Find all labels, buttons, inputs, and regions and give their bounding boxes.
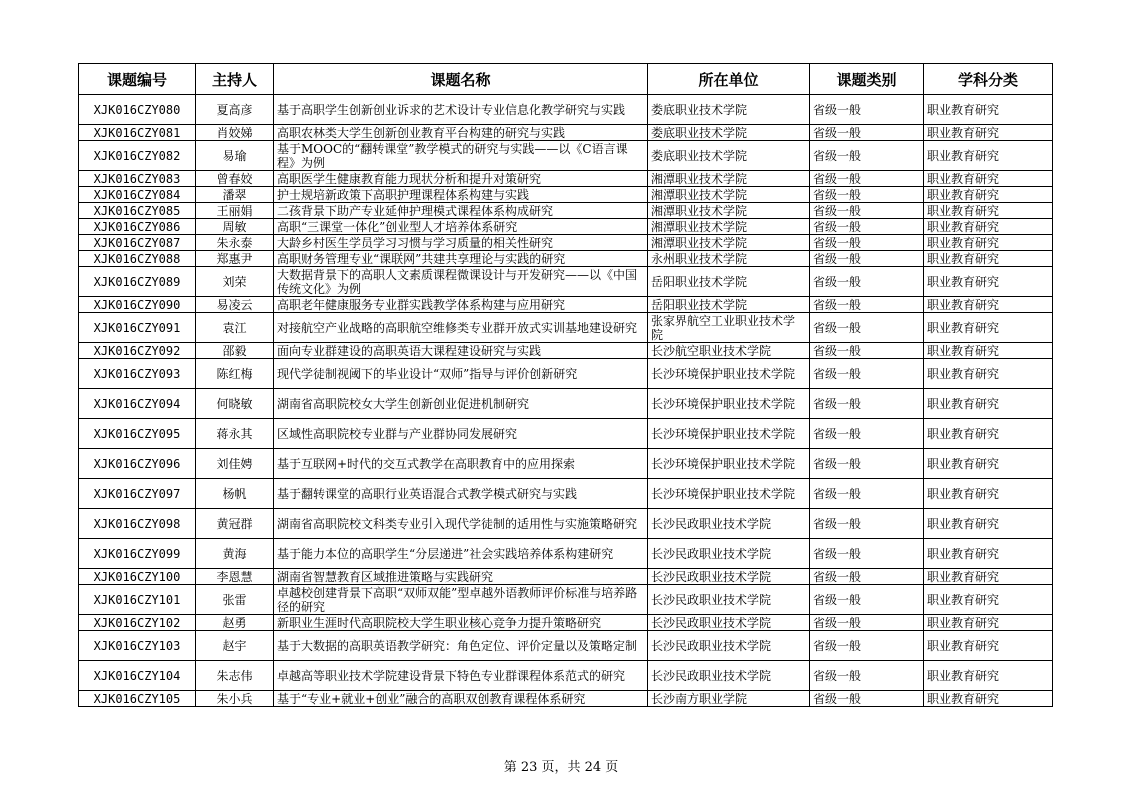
unit-cell: 长沙南方职业学院 [648, 691, 810, 707]
header-subject: 学科分类 [924, 64, 1053, 95]
unit-cell: 湘潭职业技术学院 [648, 187, 810, 203]
project-title-cell: 高职财务管理专业“课联网”共建共享理论与实践的研究 [274, 251, 648, 267]
category-cell: 省级一般 [810, 449, 924, 479]
table-row [79, 251, 1053, 267]
unit-cell: 岳阳职业技术学院 [648, 267, 810, 297]
table-row [79, 479, 1053, 509]
category-cell: 省级一般 [810, 569, 924, 585]
table-row [79, 615, 1053, 631]
unit-cell: 长沙环境保护职业技术学院 [648, 419, 810, 449]
project-title-cell: 护士规培新政策下高职护理课程体系构建与实践 [274, 187, 648, 203]
category-cell: 省级一般 [810, 125, 924, 141]
unit-cell: 岳阳职业技术学院 [648, 297, 810, 313]
table-row [79, 141, 1053, 171]
table-row [79, 631, 1053, 661]
subject-cell: 职业教育研究 [924, 297, 1053, 313]
category-cell: 省级一般 [810, 389, 924, 419]
table-row [79, 419, 1053, 449]
unit-cell: 长沙民政职业技术学院 [648, 615, 810, 631]
table-row [79, 187, 1053, 203]
category-cell: 省级一般 [810, 251, 924, 267]
header-category: 课题类别 [810, 64, 924, 95]
category-cell: 省级一般 [810, 585, 924, 615]
project-title-cell: 基于高职学生创新创业诉求的艺术设计专业信息化教学研究与实践 [274, 95, 648, 125]
category-cell: 省级一般 [810, 235, 924, 251]
unit-cell: 长沙民政职业技术学院 [648, 585, 810, 615]
subject-cell: 职业教育研究 [924, 509, 1053, 539]
subject-cell: 职业教育研究 [924, 585, 1053, 615]
subject-cell: 职业教育研究 [924, 449, 1053, 479]
project-title-cell: 基于互联网+时代的交互式教学在高职教育中的应用探索 [274, 449, 648, 479]
unit-cell: 娄底职业技术学院 [648, 141, 810, 171]
subject-cell: 职业教育研究 [924, 141, 1053, 171]
project-title-cell: 新职业生涯时代高职院校大学生职业核心竞争力提升策略研究 [274, 615, 648, 631]
project-id-cell: XJK016CZY086 [79, 219, 196, 235]
project-title-cell: 现代学徒制视阈下的毕业设计“双师”指导与评价创新研究 [274, 359, 648, 389]
category-cell: 省级一般 [810, 615, 924, 631]
table-row [79, 449, 1053, 479]
unit-cell: 娄底职业技术学院 [648, 125, 810, 141]
project-title-cell: 二孩背景下助产专业延伸护理模式课程体系构成研究 [274, 203, 648, 219]
project-id-cell: XJK016CZY083 [79, 171, 196, 187]
subject-cell: 职业教育研究 [924, 343, 1053, 359]
subject-cell: 职业教育研究 [924, 661, 1053, 691]
project-id-cell: XJK016CZY102 [79, 615, 196, 631]
subject-cell: 职业教育研究 [924, 219, 1053, 235]
table-header-row [79, 64, 1053, 95]
project-title-cell: 高职老年健康服务专业群实践教学体系构建与应用研究 [274, 297, 648, 313]
subject-cell: 职业教育研究 [924, 631, 1053, 661]
subject-cell: 职业教育研究 [924, 359, 1053, 389]
table-row [79, 297, 1053, 313]
unit-cell: 长沙环境保护职业技术学院 [648, 389, 810, 419]
unit-cell: 湘潭职业技术学院 [648, 219, 810, 235]
host-cell: 潘翠 [196, 187, 274, 203]
category-cell: 省级一般 [810, 313, 924, 343]
category-cell: 省级一般 [810, 187, 924, 203]
project-id-cell: XJK016CZY085 [79, 203, 196, 219]
unit-cell: 湘潭职业技术学院 [648, 171, 810, 187]
unit-cell: 长沙环境保护职业技术学院 [648, 449, 810, 479]
project-title-cell: 对接航空产业战略的高职航空维修类专业群开放式实训基地建设研究 [274, 313, 648, 343]
category-cell: 省级一般 [810, 661, 924, 691]
project-id-cell: XJK016CZY090 [79, 297, 196, 313]
category-cell: 省级一般 [810, 419, 924, 449]
project-id-cell: XJK016CZY081 [79, 125, 196, 141]
subject-cell: 职业教育研究 [924, 615, 1053, 631]
project-id-cell: XJK016CZY096 [79, 449, 196, 479]
project-title-cell: 基于MOOC的“翻转课堂”教学模式的研究与实践——以《C语言课程》为例 [274, 141, 648, 171]
unit-cell: 长沙民政职业技术学院 [648, 569, 810, 585]
host-cell: 何晓敏 [196, 389, 274, 419]
project-title-cell: 区域性高职院校专业群与产业群协同发展研究 [274, 419, 648, 449]
project-id-cell: XJK016CZY095 [79, 419, 196, 449]
unit-cell: 长沙民政职业技术学院 [648, 509, 810, 539]
unit-cell: 湘潭职业技术学院 [648, 235, 810, 251]
host-cell: 邵毅 [196, 343, 274, 359]
project-title-cell: 湖南省智慧教育区域推进策略与实践研究 [274, 569, 648, 585]
project-id-cell: XJK016CZY105 [79, 691, 196, 707]
table-row [79, 509, 1053, 539]
host-cell: 黄海 [196, 539, 274, 569]
table-row [79, 359, 1053, 389]
header-project-title: 课题名称 [274, 64, 648, 95]
host-cell: 周敏 [196, 219, 274, 235]
table-row [79, 539, 1053, 569]
subject-cell: 职业教育研究 [924, 691, 1053, 707]
subject-cell: 职业教育研究 [924, 251, 1053, 267]
subject-cell: 职业教育研究 [924, 313, 1053, 343]
project-title-cell: 大龄乡村医生学员学习习惯与学习质量的相关性研究 [274, 235, 648, 251]
project-title-cell: 基于大数据的高职英语教学研究：角色定位、评价定量以及策略定制 [274, 631, 648, 661]
project-title-cell: 基于“专业+就业+创业”融合的高职双创教育课程体系研究 [274, 691, 648, 707]
category-cell: 省级一般 [810, 359, 924, 389]
subject-cell: 职业教育研究 [924, 187, 1053, 203]
project-table [78, 63, 1053, 707]
unit-cell: 长沙环境保护职业技术学院 [648, 359, 810, 389]
table-body [79, 95, 1053, 707]
table-row [79, 235, 1053, 251]
host-cell: 刘荣 [196, 267, 274, 297]
unit-cell: 永州职业技术学院 [648, 251, 810, 267]
host-cell: 黄冠群 [196, 509, 274, 539]
table-row [79, 569, 1053, 585]
subject-cell: 职业教育研究 [924, 125, 1053, 141]
project-id-cell: XJK016CZY094 [79, 389, 196, 419]
host-cell: 朱永泰 [196, 235, 274, 251]
category-cell: 省级一般 [810, 509, 924, 539]
table-row [79, 313, 1053, 343]
header-project-id: 课题编号 [79, 64, 196, 95]
table-row [79, 661, 1053, 691]
table-row [79, 171, 1053, 187]
host-cell: 朱小兵 [196, 691, 274, 707]
subject-cell: 职业教育研究 [924, 389, 1053, 419]
project-id-cell: XJK016CZY087 [79, 235, 196, 251]
header-host: 主持人 [196, 64, 274, 95]
unit-cell: 张家界航空工业职业技术学院 [648, 313, 810, 343]
project-title-cell: 高职医学生健康教育能力现状分析和提升对策研究 [274, 171, 648, 187]
host-cell: 王丽娟 [196, 203, 274, 219]
table-row [79, 219, 1053, 235]
host-cell: 肖姣娣 [196, 125, 274, 141]
category-cell: 省级一般 [810, 171, 924, 187]
category-cell: 省级一般 [810, 141, 924, 171]
table-row [79, 389, 1053, 419]
project-id-cell: XJK016CZY104 [79, 661, 196, 691]
project-title-cell: 基于翻转课堂的高职行业英语混合式教学模式研究与实践 [274, 479, 648, 509]
project-id-cell: XJK016CZY101 [79, 585, 196, 615]
category-cell: 省级一般 [810, 539, 924, 569]
host-cell: 郑惠尹 [196, 251, 274, 267]
header-unit: 所在单位 [648, 64, 810, 95]
category-cell: 省级一般 [810, 479, 924, 509]
project-id-cell: XJK016CZY084 [79, 187, 196, 203]
subject-cell: 职业教育研究 [924, 267, 1053, 297]
category-cell: 省级一般 [810, 343, 924, 359]
unit-cell: 长沙航空职业技术学院 [648, 343, 810, 359]
project-id-cell: XJK016CZY080 [79, 95, 196, 125]
project-title-cell: 卓越高等职业技术学院建设背景下特色专业群课程体系范式的研究 [274, 661, 648, 691]
project-title-cell: 卓越校创建背景下高职“双师双能”型卓越外语教师评价标准与培养路径的研究 [274, 585, 648, 615]
category-cell: 省级一般 [810, 203, 924, 219]
table-row [79, 203, 1053, 219]
project-id-cell: XJK016CZY091 [79, 313, 196, 343]
host-cell: 赵勇 [196, 615, 274, 631]
project-id-cell: XJK016CZY092 [79, 343, 196, 359]
project-title-cell: 面向专业群建设的高职英语大课程建设研究与实践 [274, 343, 648, 359]
subject-cell: 职业教育研究 [924, 539, 1053, 569]
category-cell: 省级一般 [810, 95, 924, 125]
host-cell: 夏高彦 [196, 95, 274, 125]
project-id-cell: XJK016CZY098 [79, 509, 196, 539]
project-title-cell: 湖南省高职院校女大学生创新创业促进机制研究 [274, 389, 648, 419]
host-cell: 易瑜 [196, 141, 274, 171]
category-cell: 省级一般 [810, 297, 924, 313]
unit-cell: 长沙环境保护职业技术学院 [648, 479, 810, 509]
subject-cell: 职业教育研究 [924, 95, 1053, 125]
category-cell: 省级一般 [810, 631, 924, 661]
project-id-cell: XJK016CZY089 [79, 267, 196, 297]
host-cell: 易凌云 [196, 297, 274, 313]
table-row [79, 267, 1053, 297]
category-cell: 省级一般 [810, 691, 924, 707]
subject-cell: 职业教育研究 [924, 479, 1053, 509]
table-row [79, 343, 1053, 359]
unit-cell: 娄底职业技术学院 [648, 95, 810, 125]
project-id-cell: XJK016CZY093 [79, 359, 196, 389]
unit-cell: 长沙民政职业技术学院 [648, 631, 810, 661]
category-cell: 省级一般 [810, 267, 924, 297]
subject-cell: 职业教育研究 [924, 235, 1053, 251]
host-cell: 张雷 [196, 585, 274, 615]
subject-cell: 职业教育研究 [924, 419, 1053, 449]
table-row [79, 95, 1053, 125]
host-cell: 朱志伟 [196, 661, 274, 691]
host-cell: 蒋永其 [196, 419, 274, 449]
project-title-cell: 高职“三课堂一体化”创业型人才培养体系研究 [274, 219, 648, 235]
host-cell: 杨帆 [196, 479, 274, 509]
subject-cell: 职业教育研究 [924, 171, 1053, 187]
host-cell: 刘佳娉 [196, 449, 274, 479]
table-row [79, 691, 1053, 707]
subject-cell: 职业教育研究 [924, 203, 1053, 219]
unit-cell: 长沙民政职业技术学院 [648, 539, 810, 569]
project-title-cell: 湖南省高职院校文科类专业引入现代学徒制的适用性与实施策略研究 [274, 509, 648, 539]
unit-cell: 湘潭职业技术学院 [648, 203, 810, 219]
page-number: 第 23 页，共 24 页 [503, 760, 619, 775]
host-cell: 赵宇 [196, 631, 274, 661]
table-row [79, 585, 1053, 615]
category-cell: 省级一般 [810, 219, 924, 235]
project-id-cell: XJK016CZY088 [79, 251, 196, 267]
project-id-cell: XJK016CZY100 [79, 569, 196, 585]
unit-cell: 长沙民政职业技术学院 [648, 661, 810, 691]
project-title-cell: 高职农林类大学生创新创业教育平台构建的研究与实践 [274, 125, 648, 141]
project-id-cell: XJK016CZY099 [79, 539, 196, 569]
host-cell: 袁江 [196, 313, 274, 343]
project-id-cell: XJK016CZY082 [79, 141, 196, 171]
host-cell: 曾春姣 [196, 171, 274, 187]
table-row [79, 125, 1053, 141]
host-cell: 陈红梅 [196, 359, 274, 389]
project-title-cell: 大数据背景下的高职人文素质课程微课设计与开发研究——以《中国传统文化》为例 [274, 267, 648, 297]
project-id-cell: XJK016CZY103 [79, 631, 196, 661]
host-cell: 李恩慧 [196, 569, 274, 585]
subject-cell: 职业教育研究 [924, 569, 1053, 585]
project-title-cell: 基于能力本位的高职学生“分层递进”社会实践培养体系构建研究 [274, 539, 648, 569]
project-id-cell: XJK016CZY097 [79, 479, 196, 509]
